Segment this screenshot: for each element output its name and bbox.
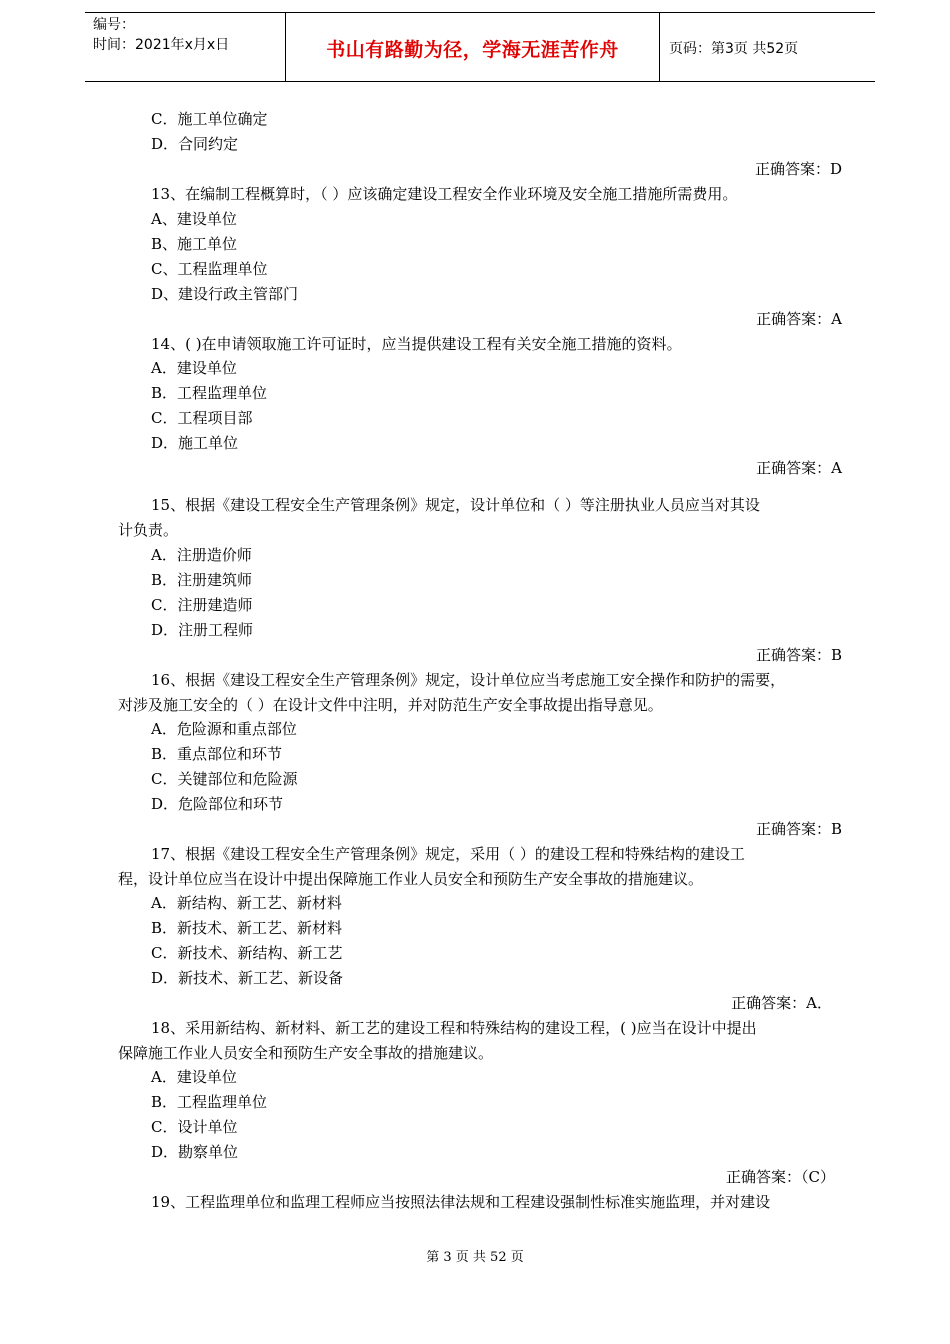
- answer-q18: 正确答案：（C）: [726, 1168, 835, 1186]
- question-17: 17、根据《建设工程安全生产管理条例》规定，采用（ ）的建设工程和特殊结构的建设工: [151, 845, 745, 863]
- option-c: C．工程项目部: [151, 409, 253, 427]
- question-16: 16、根据《建设工程安全生产管理条例》规定，设计单位应当考虑施工安全操作和防护的需要，: [151, 671, 786, 689]
- option-b: B．注册建筑师: [151, 571, 253, 589]
- option-d: D．合同约定: [151, 135, 239, 153]
- option-b: B、施工单位: [151, 235, 238, 253]
- option-c: C．设计单位: [151, 1118, 238, 1136]
- answer-q14: 正确答案：A: [756, 459, 842, 477]
- option-d: D、建设行政主管部门: [151, 285, 299, 303]
- option-a: A．危险源和重点部位: [151, 720, 297, 738]
- answer-q17: 正确答案：A．: [731, 994, 832, 1012]
- question-18: 18、采用新结构、新材料、新工艺的建设工程和特殊结构的建设工程，( )应当在设计中提出: [151, 1019, 757, 1037]
- question-19: 19、工程监理单位和监理工程师应当按照法律法规和工程建设强制性标准实施监理，并对建设: [151, 1193, 771, 1211]
- question-15: 15、根据《建设工程安全生产管理条例》规定，设计单位和（ ）等注册执业人员应当对其设: [151, 496, 760, 514]
- option-a: A．新结构、新工艺、新材料: [151, 894, 342, 912]
- header-page-info: 页码：第3页 共52页: [669, 41, 799, 57]
- option-d: D．危险部位和环节: [151, 795, 284, 813]
- option-b: B．新技术、新工艺、新材料: [151, 919, 343, 937]
- option-c: C．施工单位确定: [151, 110, 268, 128]
- answer-q13: 正确答案：A: [756, 310, 842, 328]
- header-motto: 书山有路勤为径，学海无涯苦作舟: [326, 39, 619, 61]
- question-17-cont: 程，设计单位应当在设计中提出保障施工作业人员安全和预防生产安全事故的措施建议。: [118, 870, 704, 888]
- question-14: 14、( )在申请领取施工许可证时，应当提供建设工程有关安全施工措施的资料。: [151, 335, 682, 353]
- doc-number-label: 编号：: [93, 17, 135, 33]
- question-16-cont: 对涉及施工安全的（ ）在设计文件中注明，并对防范生产安全事故提出指导意见。: [118, 696, 663, 714]
- option-b: B．重点部位和环节: [151, 745, 283, 763]
- option-b: B．工程监理单位: [151, 384, 268, 402]
- answer-q12: 正确答案：D: [754, 160, 842, 178]
- option-a: A．注册造价师: [151, 546, 252, 564]
- option-a: A．建设单位: [151, 359, 237, 377]
- question-18-cont: 保障施工作业人员安全和预防生产安全事故的措施建议。: [118, 1044, 494, 1062]
- doc-time-label: 时间：2021年x月x日: [93, 37, 230, 53]
- question-13: 13、在编制工程概算时，（ ）应该确定建设工程安全作业环境及安全施工措施所需费用。: [151, 185, 738, 203]
- option-d: D．注册工程师: [151, 621, 254, 639]
- answer-q16: 正确答案：B: [755, 820, 842, 838]
- page-header: [85, 12, 875, 82]
- option-d: D．勘察单位: [151, 1143, 239, 1161]
- option-a: A、建设单位: [151, 210, 237, 228]
- page-footer: 第 3 页 共 52 页: [426, 1250, 524, 1265]
- header-meta-cell: [85, 13, 285, 81]
- option-d: D．新技术、新工艺、新设备: [151, 969, 344, 987]
- option-c: C．关键部位和危险源: [151, 770, 298, 788]
- option-c: C．注册建造师: [151, 596, 253, 614]
- option-d: D．施工单位: [151, 434, 239, 452]
- option-b: B．工程监理单位: [151, 1093, 268, 1111]
- header-page-cell: [659, 13, 875, 81]
- header-motto-cell: [285, 13, 660, 81]
- option-a: A．建设单位: [151, 1068, 237, 1086]
- answer-q15: 正确答案：B: [755, 646, 842, 664]
- question-15-cont: 计负责。: [118, 521, 179, 539]
- option-c: C．新技术、新结构、新工艺: [151, 944, 343, 962]
- option-c: C、工程监理单位: [151, 260, 268, 278]
